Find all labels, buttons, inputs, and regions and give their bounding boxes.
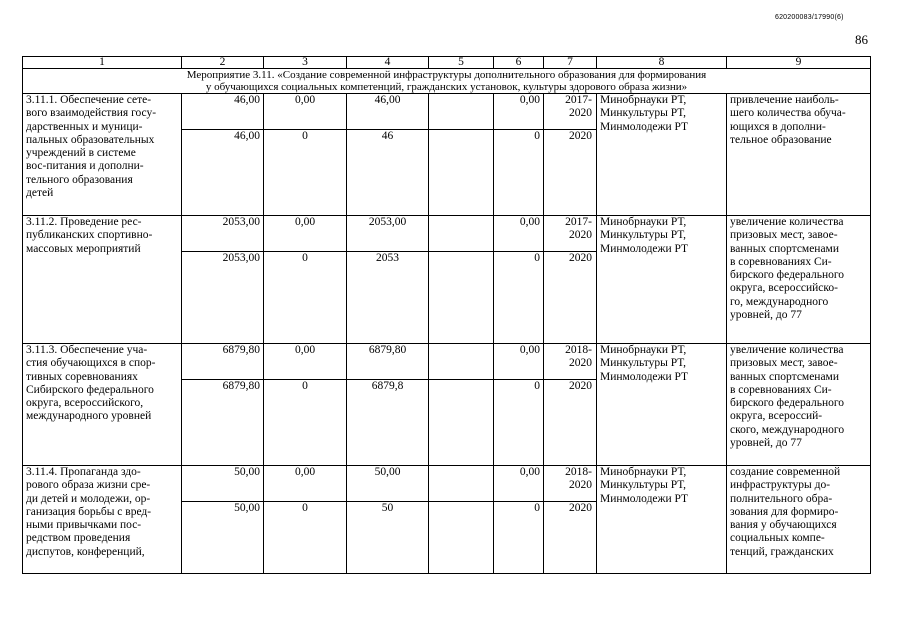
regional-funding: 50 xyxy=(347,502,429,574)
column-number: 4 xyxy=(347,57,429,69)
section-title xyxy=(23,69,871,94)
federal-funding: 0,00 xyxy=(264,216,347,252)
local-funding xyxy=(429,216,494,252)
total-funding: 6879,80 xyxy=(182,380,264,466)
activity-name-line: тельного образования xyxy=(26,173,133,186)
activity-name-line: стия обучающихся в спор- xyxy=(26,357,156,370)
period-line: 2017- xyxy=(565,94,592,106)
executor: Минкультуры РТ, xyxy=(600,479,687,492)
total-funding: 6879,80 xyxy=(182,344,264,380)
column-number: 6 xyxy=(494,57,544,69)
expected-result xyxy=(727,466,871,574)
result-line: уровней, до 77 xyxy=(730,309,802,322)
activity-name-line: диспутов, конференций, xyxy=(26,545,145,558)
result-line: тенций, гражданских xyxy=(730,545,834,558)
activity-name-line: 3.11.4. Пропаганда здо- xyxy=(26,466,141,478)
page-number: 86 xyxy=(855,32,868,47)
result-line: бирского федерального xyxy=(730,397,845,410)
result-line: вания у обучающихся xyxy=(730,519,837,532)
activity-name-line: массовых мероприятий xyxy=(26,242,141,255)
local-funding xyxy=(429,252,494,344)
document-id: 620200083/17990(6) xyxy=(775,14,844,21)
result-line: шего количества обуча- xyxy=(730,107,846,120)
expected-result xyxy=(727,344,871,466)
period-line: 2017- xyxy=(565,216,592,228)
result-line: зования для формиро- xyxy=(730,505,839,518)
executor: Минобрнауки РТ, xyxy=(600,344,687,356)
activity-name xyxy=(23,216,182,344)
table-row xyxy=(23,466,871,502)
result-line: полнительного обра- xyxy=(730,492,833,505)
local-funding xyxy=(429,130,494,216)
executors xyxy=(597,94,727,216)
result-line: привлечение наиболь- xyxy=(730,94,839,106)
executor: Минобрнауки РТ, xyxy=(600,216,687,228)
result-line: ванных спортсменами xyxy=(730,242,839,255)
activity-name-line: детей xyxy=(26,187,54,200)
column-number: 2 xyxy=(182,57,264,69)
result-line: округа, всероссий- xyxy=(730,410,823,423)
table-row xyxy=(23,216,871,252)
activity-name-line: Сибирского федерального xyxy=(26,383,154,396)
period xyxy=(544,216,597,252)
total-funding: 46,00 xyxy=(182,94,264,130)
regional-funding: 6879,80 xyxy=(347,344,429,380)
activity-name-line: публиканских спортивно- xyxy=(26,229,153,242)
activity-name-line: ными привычками пос- xyxy=(26,519,142,532)
period: 2020 xyxy=(544,502,597,574)
total-funding: 46,00 xyxy=(182,130,264,216)
period-line: 2020 xyxy=(569,357,592,370)
local-funding xyxy=(429,380,494,466)
other-funding: 0 xyxy=(494,252,544,344)
activity-name-line: пальных образовательных xyxy=(26,133,155,146)
result-line: ского, международного xyxy=(730,423,845,436)
federal-funding: 0 xyxy=(264,502,347,574)
activity-name-line: 3.11.1. Обеспечение сете- xyxy=(26,94,152,106)
executors xyxy=(597,344,727,466)
result-line: тельное образование xyxy=(730,133,832,146)
regional-funding: 2053 xyxy=(347,252,429,344)
result-line: увеличение количества xyxy=(730,216,844,228)
section-title-line: Мероприятие 3.11. «Создание современной инфраструктуры дополнительного образования для формирования xyxy=(186,69,707,81)
activity-name-line: 3.11.3. Обеспечение уча- xyxy=(26,344,148,356)
period xyxy=(544,466,597,502)
result-line: в соревнованиях Си- xyxy=(730,255,832,268)
period-line: 2018- xyxy=(565,466,592,478)
period: 2020 xyxy=(544,130,597,216)
activity-name-line: редством проведения xyxy=(26,532,131,545)
regional-funding: 46 xyxy=(347,130,429,216)
section-title-row xyxy=(23,69,871,94)
activity-name xyxy=(23,344,182,466)
local-funding xyxy=(429,94,494,130)
column-number: 1 xyxy=(23,57,182,69)
executor: Минкультуры РТ, xyxy=(600,357,687,370)
period xyxy=(544,94,597,130)
activity-name-line: ганизация борьбы с вред- xyxy=(26,505,152,518)
column-number-row xyxy=(23,57,871,69)
activity-name-line: учреждений в системе xyxy=(26,147,136,160)
local-funding xyxy=(429,466,494,502)
period-line: 2020 xyxy=(569,229,592,242)
column-number: 8 xyxy=(597,57,727,69)
executors xyxy=(597,216,727,344)
column-number: 5 xyxy=(429,57,494,69)
result-line: бирского федерального xyxy=(730,269,845,282)
executor: Минмолодежи РТ xyxy=(600,120,689,133)
table-row xyxy=(23,344,871,380)
executor: Минмолодежи РТ xyxy=(600,370,689,383)
federal-funding: 0,00 xyxy=(264,466,347,502)
activity-name-line: вого взаимодействия госу- xyxy=(26,107,157,120)
section-title-line: у обучающихся социальных компетенций, гражданских установок, культуры здорового образа жизни» xyxy=(205,81,688,93)
period-line: 2018- xyxy=(565,344,592,356)
period: 2020 xyxy=(544,380,597,466)
activity-name-line: тивных соревнованиях xyxy=(26,370,138,383)
activity-name-line: вос-питания и дополни- xyxy=(26,160,144,173)
local-funding xyxy=(429,502,494,574)
executor: Минобрнауки РТ, xyxy=(600,466,687,478)
result-line: округа, всероссийско- xyxy=(730,282,838,295)
activity-name-line: округа, всероссийского, xyxy=(26,397,144,410)
activity-name xyxy=(23,94,182,216)
period-line: 2020 xyxy=(569,479,592,492)
other-funding: 0,00 xyxy=(494,344,544,380)
total-funding: 50,00 xyxy=(182,466,264,502)
other-funding: 0,00 xyxy=(494,466,544,502)
activity-name xyxy=(23,466,182,574)
column-number: 9 xyxy=(727,57,871,69)
activity-name-line: 3.11.2. Проведение рес- xyxy=(26,216,142,228)
activity-name-line: рового образа жизни сре- xyxy=(26,479,151,492)
column-number: 3 xyxy=(264,57,347,69)
table-row xyxy=(23,94,871,130)
result-line: призовых мест, завое- xyxy=(730,357,838,370)
result-line: социальных компе- xyxy=(730,532,825,545)
executor: Минмолодежи РТ xyxy=(600,242,689,255)
expected-result xyxy=(727,216,871,344)
result-line: инфраструктуры до- xyxy=(730,479,831,492)
total-funding: 2053,00 xyxy=(182,216,264,252)
expected-result xyxy=(727,94,871,216)
result-line: ванных спортсменами xyxy=(730,370,839,383)
federal-funding: 0 xyxy=(264,380,347,466)
federal-funding: 0 xyxy=(264,252,347,344)
regional-funding: 2053,00 xyxy=(347,216,429,252)
result-line: увеличение количества xyxy=(730,344,844,356)
activity-name-line: ди детей и молодежи, ор- xyxy=(26,492,151,505)
total-funding: 50,00 xyxy=(182,502,264,574)
regional-funding: 46,00 xyxy=(347,94,429,130)
activity-name-line: международного уровней xyxy=(26,410,152,423)
federal-funding: 0 xyxy=(264,130,347,216)
other-funding: 0,00 xyxy=(494,94,544,130)
result-line: го, международного xyxy=(730,295,829,308)
federal-funding: 0,00 xyxy=(264,344,347,380)
other-funding: 0 xyxy=(494,130,544,216)
other-funding: 0,00 xyxy=(494,216,544,252)
column-number: 7 xyxy=(544,57,597,69)
regional-funding: 50,00 xyxy=(347,466,429,502)
executor: Минкультуры РТ, xyxy=(600,107,687,120)
other-funding: 0 xyxy=(494,502,544,574)
executor: Минобрнауки РТ, xyxy=(600,94,687,106)
executor: Минмолодежи РТ xyxy=(600,492,689,505)
regional-funding: 6879,8 xyxy=(347,380,429,466)
other-funding: 0 xyxy=(494,380,544,466)
local-funding xyxy=(429,344,494,380)
result-line: уровней, до 77 xyxy=(730,437,802,450)
period xyxy=(544,344,597,380)
period: 2020 xyxy=(544,252,597,344)
executor: Минкультуры РТ, xyxy=(600,229,687,242)
period-line: 2020 xyxy=(569,107,592,120)
result-line: ющихся в дополни- xyxy=(730,120,826,133)
result-line: создание современной xyxy=(730,466,841,478)
activity-name-line: дарственных и муници- xyxy=(26,120,143,133)
federal-funding: 0,00 xyxy=(264,94,347,130)
executors xyxy=(597,466,727,574)
total-funding: 2053,00 xyxy=(182,252,264,344)
result-line: призовых мест, завое- xyxy=(730,229,838,242)
result-line: в соревнованиях Си- xyxy=(730,383,832,396)
program-table xyxy=(22,56,871,574)
